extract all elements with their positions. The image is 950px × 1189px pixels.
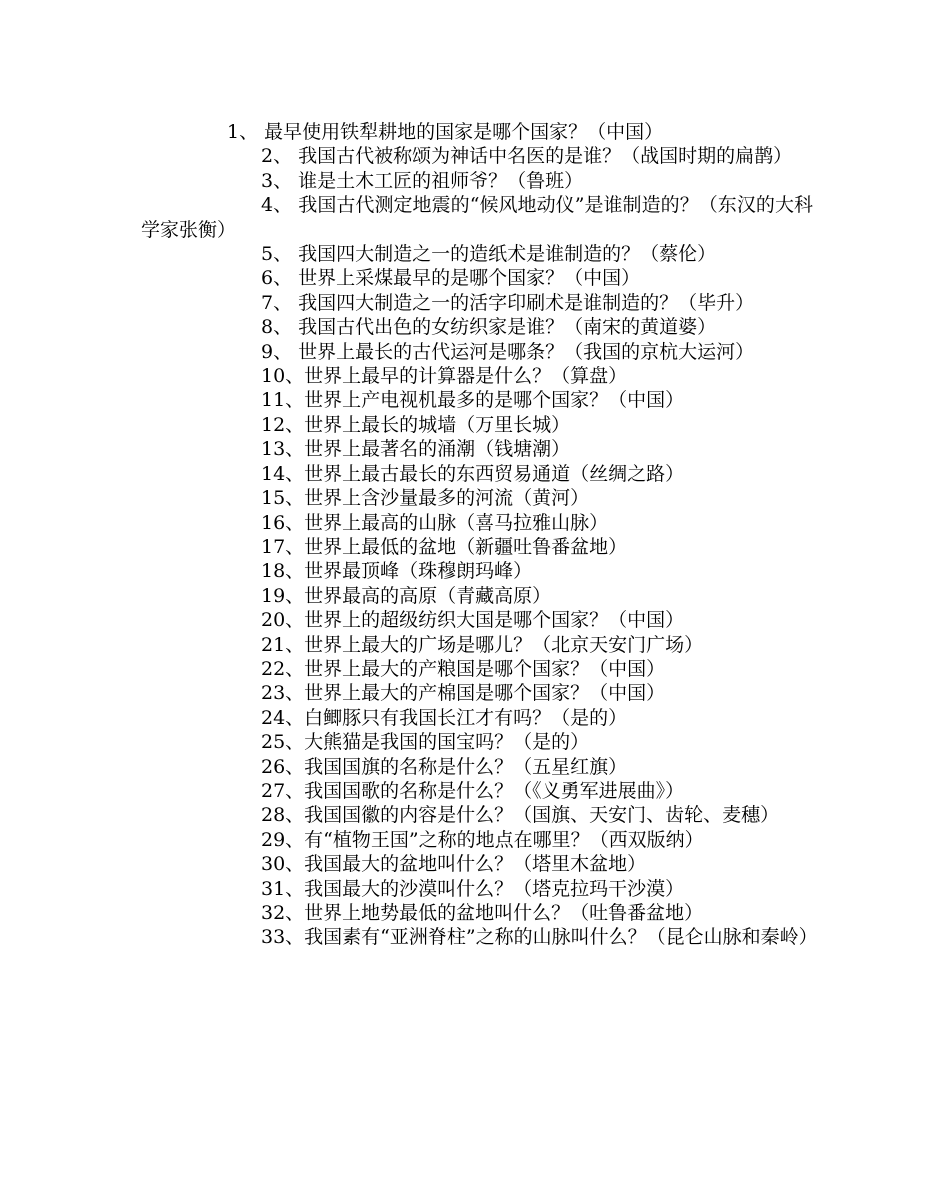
list-item: 33、我国素有“亚洲脊柱”之称的山脉叫什么？（昆仑山脉和秦岭） <box>261 926 818 949</box>
list-item: 32、世界上地势最低的盆地叫什么？（吐鲁番盆地） <box>261 902 704 924</box>
list-item: 18、世界最顶峰（珠穆朗玛峰） <box>261 560 533 583</box>
list-item: 21、世界上最大的广场是哪儿？（北京天安门广场） <box>261 633 704 656</box>
list-item: 26、我国国旗的名称是什么？（五星红旗） <box>261 755 628 778</box>
list-item: 1、 最早使用铁犁耕地的国家是哪个国家？（中国） <box>227 121 664 143</box>
list-item: 14、世界上最古最长的东西贸易通道（丝绸之路） <box>261 462 685 485</box>
list-item: 19、世界最高的高原（青藏高原） <box>261 584 552 607</box>
list-item: 11、世界上产电视机最多的是哪个国家？（中国） <box>261 389 685 412</box>
list-item: 17、世界上最低的盆地（新疆吐鲁番盆地） <box>261 535 628 558</box>
list-item: 31、我国最大的沙漠叫什么？（塔克拉玛干沙漠） <box>261 877 685 900</box>
list-item: 3、 谁是土木工匠的祖师爷？（鲁班） <box>261 169 584 192</box>
list-item: 6、 世界上采煤最早的是哪个国家？（中国） <box>261 267 641 290</box>
list-item: 4、 我国古代测定地震的“候风地动仪”是谁制造的？（东汉的大科学家张衡） <box>141 194 813 241</box>
list-item: 15、世界上含沙量最多的河流（黄河） <box>261 487 590 510</box>
list-item: 22、世界上最大的产粮国是哪个国家？（中国） <box>261 657 666 680</box>
list-item: 20、世界上的超级纺织大国是哪个国家？（中国） <box>261 609 685 632</box>
list-item: 13、世界上最著名的涌潮（钱塘潮） <box>261 438 571 461</box>
list-item: 10、世界上最早的计算器是什么？（算盘） <box>261 365 628 388</box>
list-item: 16、世界上最高的山脉（喜马拉雅山脉） <box>261 511 609 534</box>
list-item: 29、有“植物王国”之称的地点在哪里？（西双版纳） <box>261 828 704 851</box>
list-item: 23、世界上最大的产棉国是哪个国家？（中国） <box>261 682 666 705</box>
list-item: 24、白鲫豚只有我国长江才有吗？（是的） <box>261 706 628 729</box>
list-item: 8、 我国古代出色的女纺织家是谁？（南宋的黄道婆） <box>261 316 717 339</box>
list-item: 5、 我国四大制造之一的造纸术是谁制造的？（蔡伦） <box>261 243 717 266</box>
list-item: 27、我国国歌的名称是什么？（《义勇军进展曲》） <box>261 779 685 802</box>
document-body <box>141 120 818 950</box>
list-item: 2、 我国古代被称颂为神话中名医的是谁？（战国时期的扁鹊） <box>261 145 793 168</box>
list-item: 7、 我国四大制造之一的活字印刷术是谁制造的？（毕升） <box>261 291 755 314</box>
list-item: 30、我国最大的盆地叫什么？（塔里木盆地） <box>261 853 647 876</box>
list-item: 12、世界上最长的城墙（万里长城） <box>261 413 571 436</box>
list-item: 25、大熊猫是我国的国宝吗？（是的） <box>261 731 590 754</box>
list-item: 9、 世界上最长的古代运河是哪条？（我国的京杭大运河） <box>261 340 755 363</box>
list-item: 28、我国国徽的内容是什么？（国旗、天安门、齿轮、麦穗） <box>261 804 780 827</box>
